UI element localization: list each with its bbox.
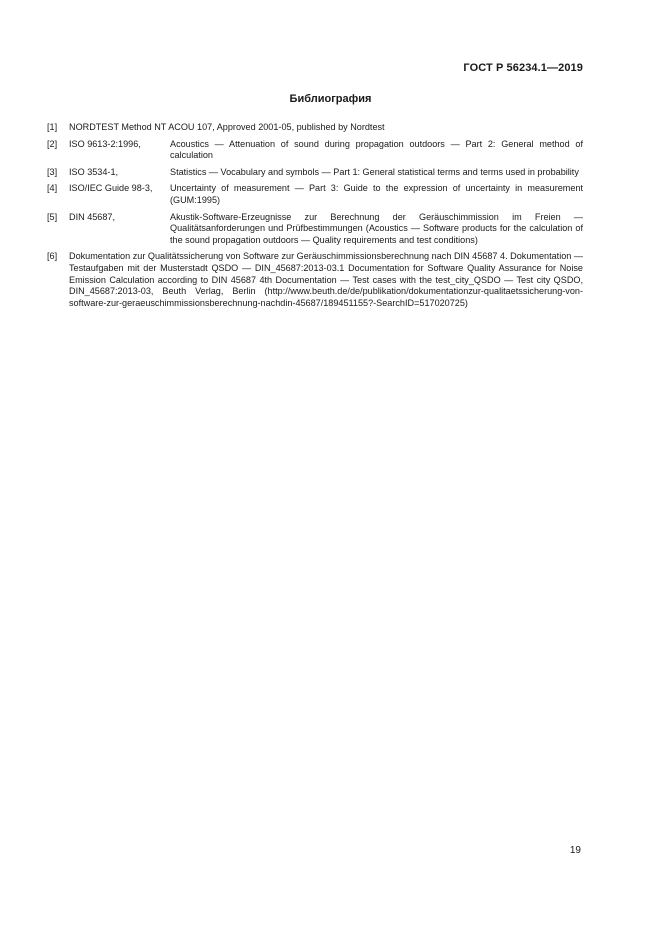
reference-text: Dokumentation zur Qualitätssicherung von Software zur Geräuschimmissionsberechnung nach DIN 45687 4. Dokumentation — Testaufgaben mit der Musterstadt QSDO — DIN_45687:2013-03.1 Documentation for Software Quality Assurance for Noise Emission Calculation according to DIN 45687 4th Documentation — Test cases with the test_city_QSDO — Test city QSDO, DIN_45687:2013-03, Beuth Verlag, Berlin (http://www.beuth.de/de/publikation/dokumentationzur-qualitaetssicherung-von-software-zur-geraeuschimmissionsberechnung-nachdin-45687/189451155?-SearchID=517020725) bbox=[69, 251, 583, 308]
reference-code: ISO 9613-2:1996, bbox=[69, 138, 141, 149]
reference-code: DIN 45687, bbox=[69, 211, 116, 222]
reference-item-6 bbox=[47, 251, 583, 309]
page-number: 19 bbox=[569, 845, 581, 856]
reference-text: Acoustics — Attenuation of sound during propagation outdoors — Part 2: General method of calculation bbox=[170, 138, 583, 161]
reference-number: [2] bbox=[47, 138, 58, 149]
reference-text: Uncertainty of measurement — Part 3: Guide to the expression of uncertainty in measurement (GUM:1995) bbox=[170, 183, 583, 205]
reference-item-3 bbox=[47, 167, 583, 179]
page-title: Библиография bbox=[289, 93, 372, 105]
reference-text: Akustik-Software-Erzeugnisse zur Berechnung der Geräuschimmission im Freien — Qualitätsanforderungen und Prüfbestimmungen (Acoustics — Software products for the calculation of the sound propagation outdoors — Quality requirements and test conditions) bbox=[170, 211, 583, 245]
reference-number: [1] bbox=[47, 122, 58, 132]
bibliography-list bbox=[47, 122, 583, 314]
reference-text: NORDTEST Method NT ACOU 107, Approved 2001-05, published by Nordtest bbox=[69, 122, 385, 132]
standard-code: ГОСТ Р 56234.1—2019 bbox=[463, 62, 583, 74]
reference-number: [4] bbox=[47, 183, 58, 194]
reference-number: [3] bbox=[47, 166, 58, 177]
reference-item-2 bbox=[47, 139, 583, 162]
reference-number: [6] bbox=[47, 251, 58, 262]
reference-code: ISO/IEC Guide 98-3, bbox=[69, 183, 153, 194]
reference-item-4 bbox=[47, 183, 583, 206]
reference-text: Statistics — Vocabulary and symbols — Part 1: General statistical terms and terms used in probability bbox=[170, 166, 579, 177]
reference-number: [5] bbox=[47, 211, 58, 222]
reference-item-5 bbox=[47, 212, 583, 247]
reference-item-1 bbox=[47, 122, 583, 134]
reference-code: ISO 3534-1, bbox=[69, 166, 119, 177]
